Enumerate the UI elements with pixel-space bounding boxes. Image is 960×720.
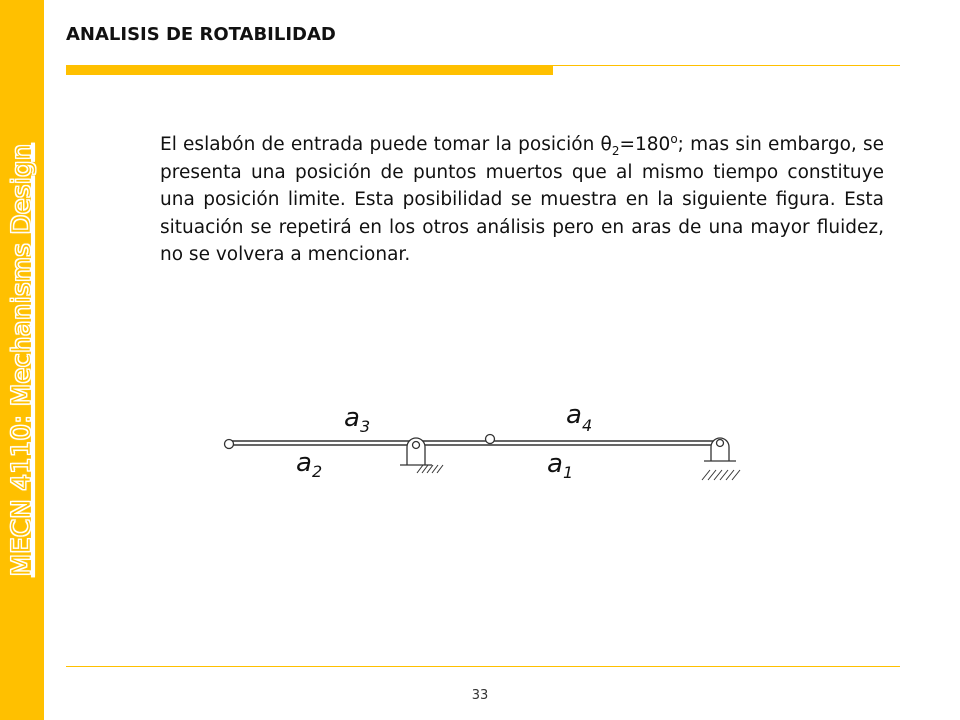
title-underline-thick [66, 65, 553, 75]
page-number: 33 [471, 688, 489, 703]
joint-middle [486, 435, 495, 444]
linkage-diagram [210, 395, 750, 495]
linkage-links [232, 441, 716, 445]
title-underline-thin [553, 65, 900, 66]
ground-pivot-left [400, 438, 443, 473]
sidebar-course-title: MECN 4110: Mechanisms Design [7, 143, 37, 577]
label-a3: $a_3$ [344, 403, 371, 436]
label-a1: $a_1$ [547, 449, 574, 482]
page-title: ANALISIS DE ROTABILIDAD [66, 24, 336, 45]
footer-divider [66, 666, 900, 667]
joint-left-end [225, 440, 234, 449]
body-paragraph: El eslabón de entrada puede tomar la posición $\theta_2=180^o$; mas sin embargo, se presenta una posición de puntos muertos que al mismo tiempo constituye una posición limite. Esta posibilidad se muestra en la siguiente figura. Esta situación se repetirá en los otros análisis pero en aras de una mayor fluidez, no se volvera a mencionar. [160, 132, 885, 266]
label-a2: $a_2$ [296, 448, 323, 481]
label-a4: $a_4$ [566, 400, 593, 435]
